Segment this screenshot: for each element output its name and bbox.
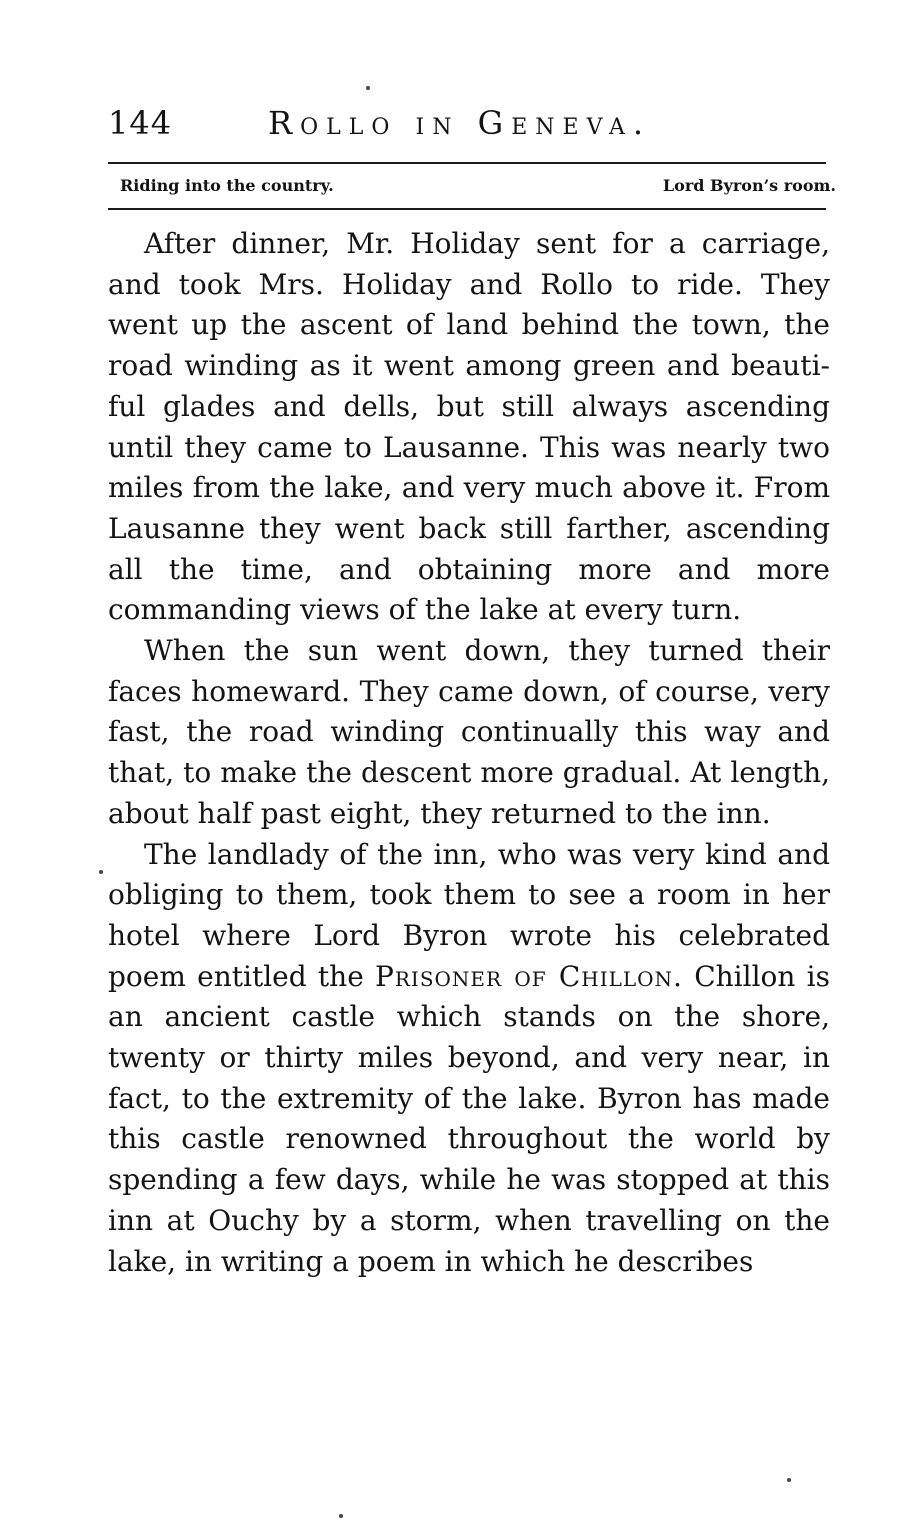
header-rule-top [108,162,826,164]
running-title: Rollo in Geneva. [268,104,652,142]
paragraph-3-text-start: The landlady of the inn, who was very kind and obliging to them, took them to see a room in her hotel where Lord Byron wrote his celebrated poem entitled the [108,837,830,993]
page-header [108,104,828,152]
print-speck [99,870,103,874]
poem-title: Prisoner of Chillon. [375,959,683,993]
paragraph-1: After dinner, Mr. Holiday sent for a carriage, and took Mrs. Holiday and Rollo to ride. They went up the ascent of land behind the town, the road winding as it went among green and beautiful glades and dells, but still always ascending until they came to Lausanne. This was nearly two miles from the lake, and very much above it. From Lausanne they went back still farther, ascending all the time, and obtaining more and more commanding views of the lake at every turn. [108,227,830,627]
paragraph-3 [108,835,830,1283]
print-speck [339,1514,343,1518]
page-subheadings [120,176,836,202]
paragraph-3-text-end: Chillon is an ancient castle which stands on the shore, twenty or thirty miles beyond, and very near, in fact, to the extremity of the lake. Byron has made this castle renowned throughout the world by spending a few days, while he was stopped at this inn at Ouchy by a storm, when travelling on the lake, in writing a poem in which he describes [108,959,830,1278]
subheading-right: Lord Byron’s room. [662,176,836,195]
body-text [108,224,830,1282]
header-rule-bottom [108,208,826,210]
print-speck [787,1478,791,1482]
subheading-left: Riding into the country. [120,176,334,195]
page-number: 144 [108,104,173,142]
print-speck [366,86,370,90]
paragraph-2: When the sun went down, they turned their faces homeward. They came down, of course, very fast, the road winding continually this way and that, to make the descent more gradual. At length, about half past eight, they returned to the inn. [108,634,830,830]
